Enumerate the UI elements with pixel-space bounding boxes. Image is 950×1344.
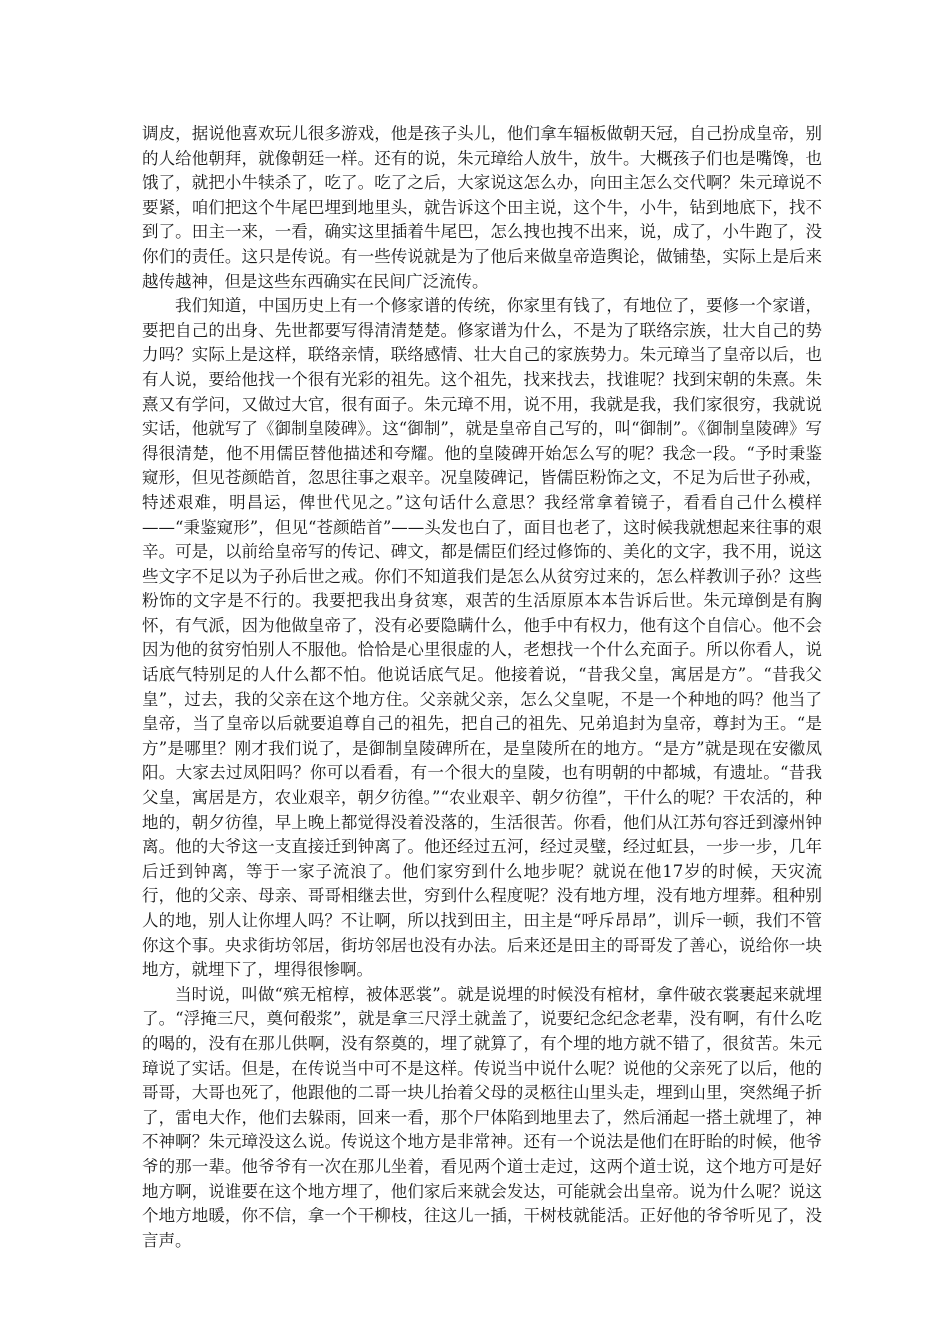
- paragraph-3: 当时说，叫做“殡无棺椁，被体恶裳”。就是说埋的时候没有棺材，拿件破衣裳裹起来就埋了。“浮掩三尺，奠何殽浆”，就是拿三尺浮土就盖了，说要纪念纪念老辈，没有啊，有什么吃的喝的，没有在那儿供啊，没有祭奠的，埋了就算了，有个埋的地方就不错了，很贫苦。朱元璋说了实话。但是，在传说当中可不是这样。传说当中说什么呢？说他的父亲死了以后，他的哥哥，大哥也死了，他跟他的二哥一块儿抬着父母的灵柩往山里头走，埋到山里，突然绳子折了，雷电大作，他们去躲雨，回来一看，那个尸体陷到地里去了，然后涌起一搭土就埋了，神不神啊？朱元璋没这么说。传说这个地方是非常神。还有一个说法是他们在盱眙的时候，他爷爷的那一辈。他爷爷有一次在那儿坐着，看见两个道士走过，这两个道士说，这个地方可是好地方啊，说谁要在这个地方埋了，他们家后来就会发达，可能就会出皇帝。说为什么呢？说这个地方地暖，你不信，拿一个干柳枝，往这儿一插，干树枝就能活。正好他的爷爷听见了，没言声。: [142, 984, 822, 1250]
- paragraph-1: 调皮，据说他喜欢玩儿很多游戏，他是孩子头儿，他们拿车辐板做朝天冠，自己扮成皇帝，别的人给他朝拜，就像朝廷一样。还有的说，朱元璋给人放牛，放牛。大概孩子们也是嘴馋，也饿了，就把小牛犊杀了，吃了。吃了之后，大家说这怎么办，向田主怎么交代啊？朱元璋说不要紧，咱们把这个牛尾巴埋到地里头，就告诉这个田主说，这个牛，小牛，钻到地底下，找不到了。田主一来，一看，确实这里插着牛尾巴，怎么拽也拽不出来，说，成了，小牛跑了，没你们的责任。这只是传说。有一些传说就是为了他后来做皇帝造舆论，做铺垫，实际上是后来越传越神，但是这些东西确实在民间广泛流传。: [142, 124, 822, 291]
- document-page: [142, 122, 822, 1253]
- paragraph-2: 我们知道，中国历史上有一个修家谱的传统，你家里有钱了，有地位了，要修一个家谱，要把自己的出身、先世都要写得清清楚楚。修家谱为什么，不是为了联络宗族，壮大自己的势力吗？实际上是这样，联络亲情，联络感情、壮大自己的家族势力。朱元璋当了皇帝以后，也有人说，要给他找一个很有光彩的祖先。这个祖先，找来找去，找谁呢？找到宋朝的朱熹。朱熹又有学问，又做过大官，很有面子。朱元璋不用，说不用，我就是我，我们家很穷，我就说实话，他就写了《御制皇陵碑》。这“御制”，就是皇帝自己写的，叫“御制”。《御制皇陵碑》写得很清楚，他不用儒臣替他描述和夸耀。他的皇陵碑开始怎么写的呢？我念一段。“予时秉鉴窥形，但见苍颜皓首，忽思往事之艰辛。况皇陵碑记，皆儒臣粉饰之文，不足为后世子孙戒，特述艰难，明昌运，俾世代见之。”这句话什么意思？我经常拿着镜子，看看自己什么模样——“秉鉴窥形”，但见“苍颜皓首”——头发也白了，面目也老了，这时候我就想起来往事的艰辛。可是，以前给皇帝写的传记、碑文，都是儒臣们经过修饰的、美化的文字，我不用，说这些文字不足以为子孙后世之戒。你们不知道我们是怎么从贫穷过来的，怎么样教训子孙？这些粉饰的文字是不行的。我要把我出身贫寒，艰苦的生活原原本本告诉后世。朱元璋倒是有胸怀，有气派，因为他做皇帝了，没有必要隐瞒什么，他手中有权力，他有这个自信心。他不会因为他的贫穷怕别人不服他。恰恰是心里很虚的人，老想找一个什么充面子。所以你看人，说话底气特别足的人什么都不怕。他说话底气足。他接着说，“昔我父皇，寓居是方”。“昔我父皇”，过去，我的父亲在这个地方住。父亲就父亲，怎么父皇呢，不是一个种地的吗？他当了皇帝，当了皇帝以后就要追尊自己的祖先，把自己的祖先、兄弟追封为皇帝，尊封为王。“是方”是哪里？刚才我们说了，是御制皇陵碑所在，是皇陵所在的地方。“是方”就是现在安徽凤阳。大家去过凤阳吗？你可以看看，有一个很大的皇陵，也有明朝的中都城，有遗址。“昔我父皇，寓居是方，农业艰辛，朝夕彷徨。”“农业艰辛、朝夕彷徨”，干什么的呢？干农活的，种地的，朝夕彷徨，早上晚上都觉得没着没落的，生活很苦。你看，他们从江苏句容迁到濠州钟离。他的大爷这一支直接迁到钟离了。他还经过五河，经过灵璧，经过虹县，一步一步，几年后迁到钟离，等于一家子流浪了。他们家穷到什么地步呢？就说在他17岁的时候，天灾流行，他的父亲、母亲、哥哥相继去世，穷到什么程度呢？没有地方埋，没有地方埋葬。租种别人的地，别人让你埋人吗？不让啊，所以找到田主，田主是“呼斥昂昂”，训斥一顿，我们不管你这个事。央求街坊邻居，街坊邻居也没有办法。后来还是田主的哥哥发了善心，说给你一块地方，就埋下了，埋得很惨啊。: [142, 296, 822, 980]
